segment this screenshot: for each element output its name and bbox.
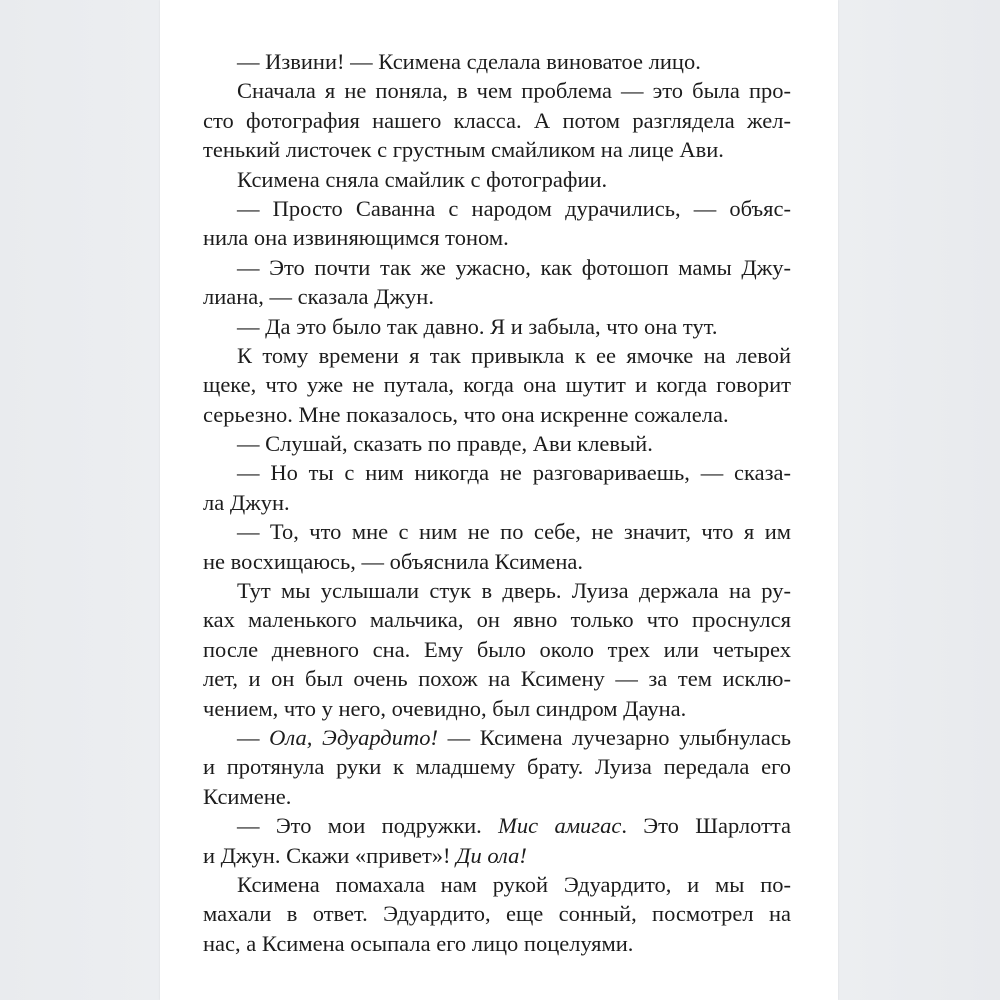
text-line: Ксимена сняла смайлик с фотографии.: [237, 166, 608, 192]
text-line: Ксимене.: [203, 783, 292, 809]
text-run: и Джун. Скажи «привет»!: [203, 842, 457, 868]
text-line-mixed: [203, 811, 791, 840]
text-line: Тут мы услышали стук в дверь. Луиза держала на ру-: [237, 578, 791, 604]
background-left: [0, 0, 160, 1000]
page-text: [203, 47, 791, 958]
text-run: — Ксимена лучезарно улыбнулась: [437, 724, 791, 750]
text-line: — Это почти так же ужасно, как фотошоп мамы Джу-: [237, 254, 791, 280]
text-line: ла Джун.: [203, 489, 290, 515]
text-line: чением, что у него, очевидно, был синдром Дауна.: [203, 695, 687, 721]
text-run: . Это Шарлотта: [621, 813, 791, 839]
text-line: — Извини! — Ксимена сделала виноватое лицо.: [237, 49, 701, 74]
text-line: сто фотография нашего класса. А потом разглядела жел-: [203, 107, 791, 133]
text-line: нила она извиняющимся тоном.: [203, 225, 509, 251]
text-line: тенький листочек с грустным смайликом на лице Ави.: [203, 137, 724, 163]
text-line-mixed: [203, 723, 791, 752]
text-line: и протянула руки к младшему брату. Луиза передала его: [203, 754, 791, 780]
text-line: после дневного сна. Ему было около трех или четырех: [203, 636, 791, 662]
text-line: Ксимена помахала нам рукой Эдуардито, и мы по-: [237, 871, 791, 897]
text-line: щеке, что уже не путала, когда она шутит и когда говорит: [203, 372, 791, 398]
text-run: — Это мои подружки.: [237, 813, 499, 839]
text-line: — То, что мне с ним не по себе, не значит, что я им: [237, 519, 791, 545]
text-line: нас, а Ксимена осыпала его лицо поцелуями.: [203, 930, 634, 956]
text-line: не восхищаюсь, — объяснила Ксимена.: [203, 548, 584, 574]
text-line: лиана, — сказала Джун.: [203, 284, 434, 310]
background-right: [838, 0, 1000, 1000]
text-line: ках маленького мальчика, он явно только что проснулся: [203, 607, 791, 633]
text-line: Сначала я не поняла, в чем проблема — это была про-: [237, 78, 791, 104]
text-run-italic: Ди ола!: [456, 842, 527, 868]
text-line: лет, и он был очень похож на Ксимену — за тем исклю-: [203, 666, 791, 692]
book-page: [160, 0, 838, 1000]
text-line: — Просто Саванна с народом дурачились, — объяс-: [237, 195, 791, 221]
text-line: — Да это было так давно. Я и забыла, что она тут.: [237, 313, 718, 339]
text-run-italic: Мис амигас: [498, 813, 622, 839]
text-line: К тому времени я так привыкла к ее ямочке на левой: [237, 342, 791, 368]
text-run-italic: Ола, Эдуардито!: [269, 724, 438, 750]
text-line: махали в ответ. Эдуардито, еще сонный, посмотрел на: [203, 901, 791, 927]
text-run: —: [237, 724, 270, 750]
text-line-mixed: [203, 841, 791, 870]
text-line: серьезно. Мне показалось, что она искренне сожалела.: [203, 401, 729, 427]
text-line: — Но ты с ним никогда не разговариваешь, — сказа-: [237, 460, 791, 486]
text-line: — Слушай, сказать по правде, Ави клевый.: [237, 431, 653, 457]
